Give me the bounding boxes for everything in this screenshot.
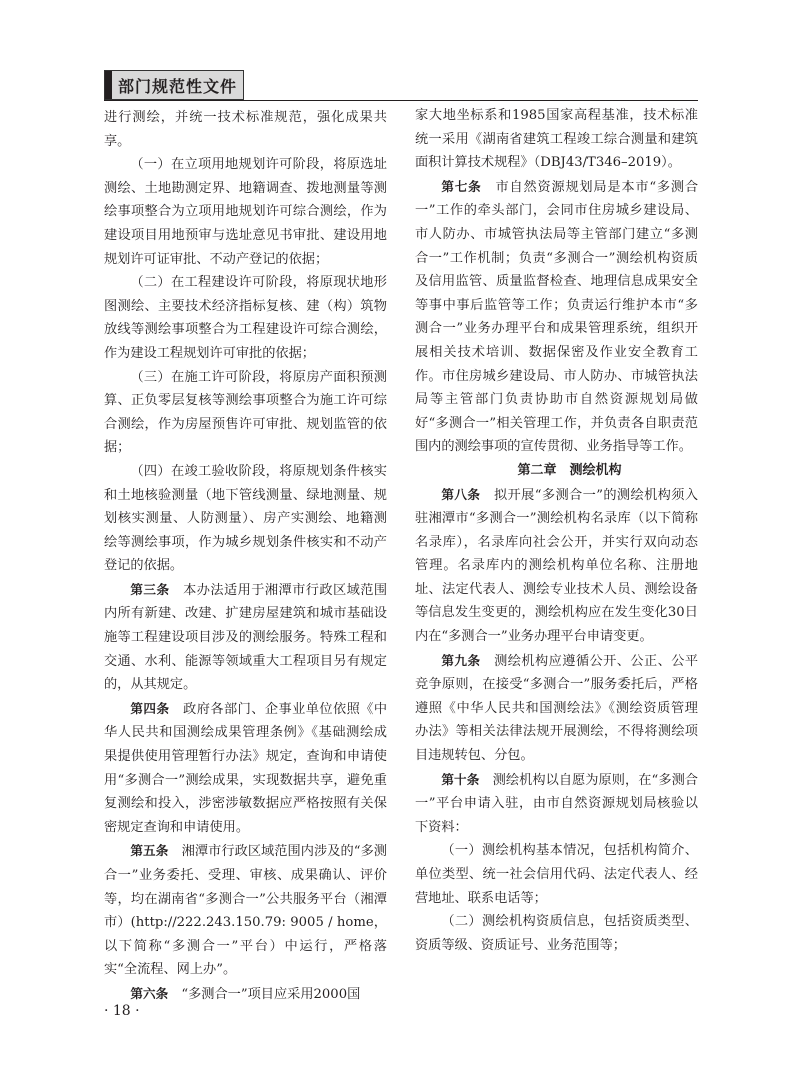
article-label: 第五条 <box>130 843 169 859</box>
article-text: 测绘机构应遵循公开、公正、公平竞争原则，在接受“多测合一”服务委托后，严格遵照《中华人民共和国测绘法》《测绘资质管理办法》等相关法律法规开展测绘，不得将测绘项目违规转包、分包。 <box>415 653 699 764</box>
article-7 <box>415 175 698 459</box>
page-number: · 18 · <box>104 1003 140 1019</box>
right-column <box>415 104 698 957</box>
article-8 <box>415 483 698 649</box>
section-title: 部门规范性文件 <box>118 76 238 96</box>
paragraph: （一）在立项用地规划许可阶段，将原选址测绘、土地勘测定界、地籍调查、拨地测量等测绘事项整合为立项用地规划许可综合测绘，作为建设项目用地预审与选址意见书审批、建设用地规划许可证审批、不动产登记的依据； <box>104 157 387 267</box>
article-label: 第三条 <box>130 581 170 597</box>
chapter-heading: 第二章 测绘机构 <box>517 462 622 478</box>
article-6 <box>104 982 387 1007</box>
article-label: 第四条 <box>130 700 170 716</box>
article-label: 第八条 <box>441 486 481 502</box>
article-text: 拟开展“多测合一”的测绘机构须入驻湘潭市“多测合一”测绘机构名录库（以下简称名录库），名录库向社会公开，并实行双向动态管理。名录库内的测绘机构单位名称、注册地址、法定代表人、测绘专业技术人员、测绘设备等信息发生变更的，测绘机构应在发生变化30日内在“多测合一”业务办理平台申请变更。 <box>415 487 699 645</box>
list-item: （二）测绘机构资质信息，包括资质类型、资质等级、资质证号、业务范围等； <box>415 914 698 953</box>
article-4 <box>104 697 387 840</box>
article-text: 市自然资源规划局是本市“多测合一”工作的牵头部门，会同市住房城乡建设局、市人防办、市城管执法局等主管部门建立“多测合一”工作机制；负责“多测合一”测绘机构资质及信用监管、质量监督检查、地理信息成果安全等事中事后监管等工作；负责运行维护本市“多测合一”业务办理平台和成果管理系统，组织开展相关技术培训、数据保密及作业安全教育工作。市住房城乡建设局、市人防办、市城管执法局等主管部门负责协助市自然资源规划局做好“多测合一”相关管理工作，并负责各自职责范围内的测绘事项的宣传贯彻、业务指导等工作。 <box>415 179 699 455</box>
article-label: 第十条 <box>441 771 480 787</box>
section-header <box>104 70 244 100</box>
paragraph: （四）在竣工验收阶段，将原规划条件核实和土地核验测量（地下管线测量、绿地测量、规划核实测量、人防测量）、房产实测绘、地籍测绘等测绘事项，作为城乡规划条件核实和不动产登记的依据。 <box>104 463 387 574</box>
header-accent-bar <box>105 71 112 99</box>
article-3 <box>104 578 387 697</box>
article-text: “多测合一”项目应采用2000国 <box>181 986 361 1002</box>
paragraph: 进行测绘，并统一技术标准规范，强化成果共享。 <box>104 110 387 149</box>
list-item: （一）测绘机构基本情况，包括机构简介、单位类型、统一社会信用代码、法定代表人、经营地址、联系电话等； <box>415 843 698 906</box>
article-10 <box>415 768 698 840</box>
article-label: 第七条 <box>441 178 482 194</box>
paragraph: 家大地坐标系和1985国家高程基准，技术标准统一采用《湖南省建筑工程竣工综合测量和建筑面积计算技术规程》（DBJ43/T346–2019）。 <box>415 108 698 171</box>
article-text: 本办法适用于湘潭市行政区域范围内所有新建、改建、扩建房屋建筑和城市基础设施等工程建设项目涉及的测绘服务。特殊工程和交通、水利、能源等领域重大工程项目另有规定的，从其规定。 <box>104 582 388 693</box>
header-rule <box>104 100 698 101</box>
article-text: 政府各部门、企事业单位依照《中华人民共和国测绘成果管理条例》《基础测绘成果提供使用管理暂行办法》规定，查询和申请使用“多测合一”测绘成果，实现数据共享，避免重复测绘和投入，涉密涉敏数据应严格按照有关保密规定查询和申请使用。 <box>104 701 388 835</box>
article-label: 第九条 <box>441 652 481 668</box>
paragraph: （三）在施工许可阶段，将原房产面积预测算、正负零层复核等测绘事项整合为施工许可综合测绘，作为房屋预售许可审批、规划监管的依据； <box>104 369 387 456</box>
article-5 <box>104 839 387 982</box>
article-label: 第六条 <box>130 985 169 1001</box>
article-9 <box>415 649 698 768</box>
left-column <box>104 106 387 1007</box>
article-text: 测绘机构以自愿为原则，在“多测合一”平台申请入驻，由市自然资源规划局核验以下资料： <box>415 772 698 835</box>
paragraph: （二）在工程建设许可阶段，将原现状地形图测绘、主要技术经济指标复核、建（构）筑物放线等测绘事项整合为工程建设许可综合测绘，作为建设工程规划许可审批的依据； <box>104 275 387 361</box>
article-text: 湘潭市行政区域范围内涉及的“多测合一”业务委托、受理、审核、成果确认、评价等，均在湖南省“多测合一”公共服务平台（湘潭市）(http://222.243.150.79: 9005 / home，以下简称“多测合一”平台）中运行，严格落实“全流程、网上办”。 <box>104 844 387 978</box>
